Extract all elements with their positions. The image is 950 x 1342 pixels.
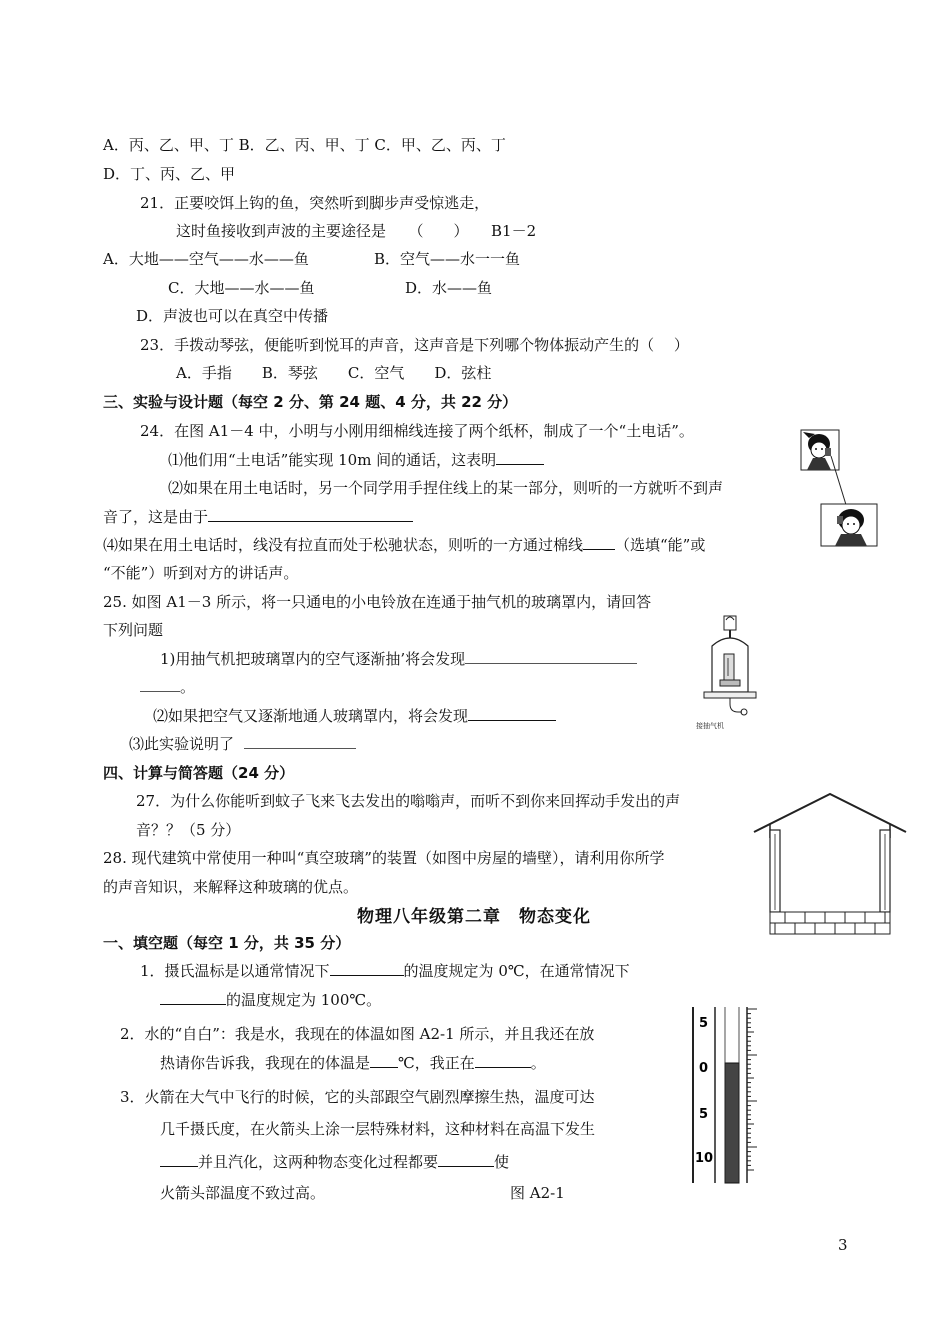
bell-jar-figure	[690, 612, 770, 742]
q21-option-a: A．大地——空气——水——鱼	[103, 250, 309, 268]
q21-option-b: B．空气——水一一鱼	[374, 250, 521, 268]
house-figure	[750, 790, 910, 940]
section-1-heading: 一、填空题（每空 1 分，共 35 分）	[103, 934, 351, 952]
thermo-tick-label: 5	[699, 1016, 709, 1031]
f1-line2: 的温度规定为 100℃。	[160, 990, 381, 1010]
q20-options-line: A．丙、乙、甲、丁 B．乙、丙、甲、丁 C．甲、乙、丙、丁	[103, 136, 506, 154]
q21-option-c: C．大地——水——鱼	[168, 279, 315, 297]
q25-part2: ⑵如果把空气又逐渐地通人玻璃罩内，将会发现	[153, 706, 556, 726]
figure-caption-a2-1: 图 A2-1	[510, 1184, 565, 1202]
f3-line2: 几千摄氏度，在火箭头上涂一层特殊材料，这种材料在高温下发生	[160, 1120, 596, 1138]
section-3-heading: 三、实验与设计题（每空 2 分、第 24 题、4 分，共 22 分）	[103, 393, 518, 411]
q24-part2: ⑵如果在用土电话时，另一个同学用手捏住线上的某一部分，则听的一方就听不到声	[168, 479, 724, 497]
f1-line1: 1．摄氏温标是以通常情况下 的温度规定为 0℃，在通常情况下	[140, 962, 630, 980]
f2-line1: 2．水的“自白”：我是水，我现在的体温如图 A2-1 所示，并且我还在放	[120, 1025, 595, 1043]
thermometer-figure	[685, 1005, 765, 1185]
q25-part1-cont: 。	[140, 677, 195, 697]
q24-part2-cont: 音了，这是由于	[103, 507, 413, 527]
page-number: 3	[838, 1236, 848, 1254]
q24-part1: ⑴他们用“土电话”能实现 10m 间的通话，这表明	[168, 450, 544, 470]
f2-line2: 热请你告诉我，我现在的体温是 ℃，我正在 。	[160, 1054, 546, 1072]
q24-part4-cont: “不能”）听到对方的讲话声。	[103, 564, 299, 582]
child-bottom-icon	[821, 504, 877, 546]
q21-stem2: 这时鱼接收到声波的主要途径是 （ ） B1－2	[176, 222, 537, 240]
f3-line3: 并且汽化，这两种物态变化过程都要 使	[160, 1152, 509, 1172]
f3-line1: 3．火箭在大气中飞行的时候，它的头部跟空气剧烈摩擦生热，温度可达	[120, 1088, 595, 1106]
f3-line4: 火箭头部温度不致过高。	[160, 1184, 326, 1202]
q21-option-d: D．水——鱼	[405, 279, 493, 297]
q24-part4: ⑷如果在用土电话时，线没有拉直而处于松驰状态，则听的一方通过棉线 （选填“能”或	[103, 536, 706, 554]
q25-part1: 1)用抽气机把玻璃罩内的空气逐渐抽’将会发现	[160, 649, 637, 669]
q28-line1: 28. 现代建筑中常使用一种叫“真空玻璃”的装置（如图中房屋的墙壁），请利用你所学	[103, 849, 665, 867]
section-4-heading: 四、计算与简答题（24 分）	[103, 764, 295, 782]
q22-option-d: D．声波也可以在真空中传播	[136, 307, 329, 325]
q25-stem2: 下列问题	[103, 621, 164, 639]
q25-stem: 25. 如图 A1－3 所示，将一只通电的小电铃放在连通于抽气机的玻璃罩内，请回答	[103, 593, 652, 611]
q25-part3: ⑶此实验说明了	[129, 734, 356, 754]
chapter-title: 物理八年级第二章 物态变化	[357, 907, 591, 927]
q24-stem: 24．在图 A1－4 中，小明与小刚用细棉线连接了两个纸杯，制成了一个“土电话”。	[140, 422, 694, 440]
thermo-tick-label: 0	[699, 1061, 709, 1076]
q20-option-d: D．丁、丙、乙、甲	[103, 165, 236, 183]
brick-foundation	[770, 912, 890, 934]
q27-line2: 音？？（5 分）	[136, 821, 241, 839]
q27-line1: 27．为什么你能听到蚊子飞来飞去发出的嗡嗡声，而听不到你来回挥动手发出的声	[136, 792, 681, 810]
string-telephone-figure	[795, 428, 880, 548]
q23-stem: 23．手拨动琴弦，便能听到悦耳的声音，这声音是下列哪个物体振动产生的（ ）	[140, 336, 689, 354]
q21-stem: 21．正要咬饵上钩的鱼，突然听到脚步声受惊逃走，	[140, 194, 490, 212]
bell-jar-label: 接抽气机	[696, 722, 724, 730]
thermo-tick-label: 5	[699, 1107, 709, 1122]
q23-options: A．手指 B．琴弦 C．空气 D．弦柱	[176, 364, 492, 382]
thermo-tick-label: 10	[695, 1151, 714, 1166]
q28-line2: 的声音知识，来解释这种玻璃的优点。	[103, 878, 359, 896]
